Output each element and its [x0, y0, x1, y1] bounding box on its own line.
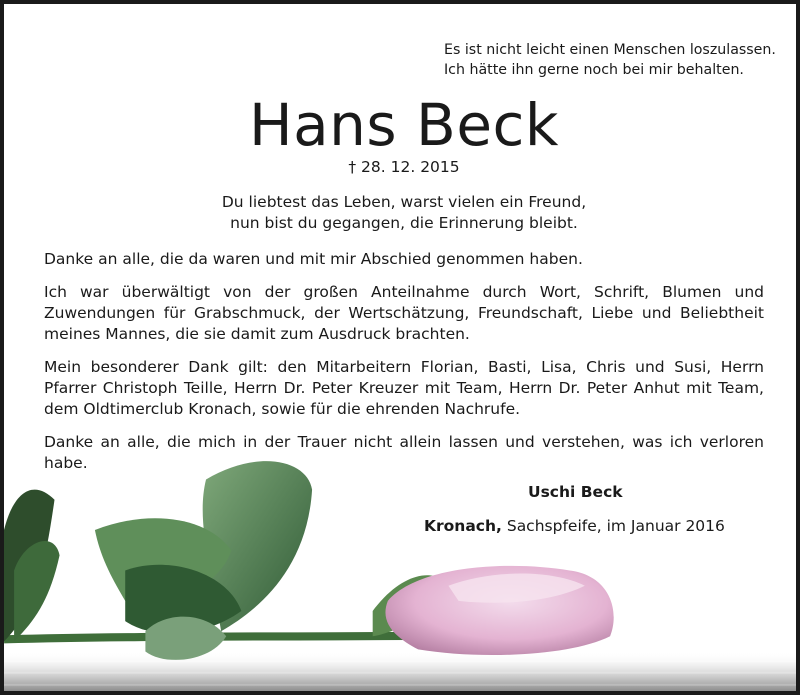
thanks-paragraph: Ich war überwältigt von der großen Anteilnahme durch Wort, Schrift, Blumen und Zuwendungen für Grabschmuck, der Wertschätzung, Freundschaft, Liebe und Beliebtheit meines Mannes, die sie damit zum Ausdruck brachten.: [44, 283, 764, 343]
leaf-lower: [125, 565, 241, 634]
place-name: Kronach,: [424, 517, 502, 535]
thanks-paragraph: Danke an alle, die mich in der Trauer nicht allein lassen und verstehen, was ich verloren habe.: [44, 433, 764, 472]
thanks-paragraph: Danke an alle, die da waren und mit mir Abschied genommen haben.: [44, 250, 583, 268]
rose-petal-highlight: [448, 574, 584, 603]
motto-line-1: Es ist nicht leicht einen Menschen loszulassen.: [444, 42, 776, 58]
thanks-paragraph: Mein besonderer Dank gilt: den Mitarbeitern Florian, Basti, Lisa, Chris und Susi, Herrn Pfarrer Christoph Teille, Herrn Dr. Peter Kreuzer mit Team, Herrn Dr. Peter Anhut mit Team, dem Oldtimerclub Kronach, sowie für die ehrenden Nachrufe.: [44, 358, 764, 418]
signer-name: Uschi Beck: [528, 483, 623, 501]
death-date: † 28. 12. 2015: [348, 158, 460, 176]
verse-line-2: nun bist du gegangen, die Erinnerung bleibt.: [230, 214, 578, 232]
leaf-middle: [95, 518, 231, 603]
rose-head: [385, 566, 613, 655]
motto-line-2: Ich hätte ihn gerne noch bei mir behalten.: [444, 62, 744, 78]
rose-sepal: [373, 575, 454, 636]
deceased-name: Hans Beck: [248, 91, 560, 159]
place-detail: Sachspfeife, im Januar 2016: [501, 517, 725, 535]
leaf-upper: [203, 461, 312, 631]
rose-stem: [4, 635, 479, 639]
leaf-left-dark: [4, 490, 55, 642]
water-reflection: [4, 651, 800, 695]
verse-line-1: Du liebtest das Leben, warst vielen ein Freund,: [221, 193, 587, 211]
leaf-small: [145, 617, 226, 660]
thanks-text: [44, 249, 764, 486]
memorial-verse: [4, 192, 800, 234]
leaf-left: [14, 541, 59, 641]
motto-quote: [444, 40, 776, 80]
place-and-date: [424, 517, 725, 535]
